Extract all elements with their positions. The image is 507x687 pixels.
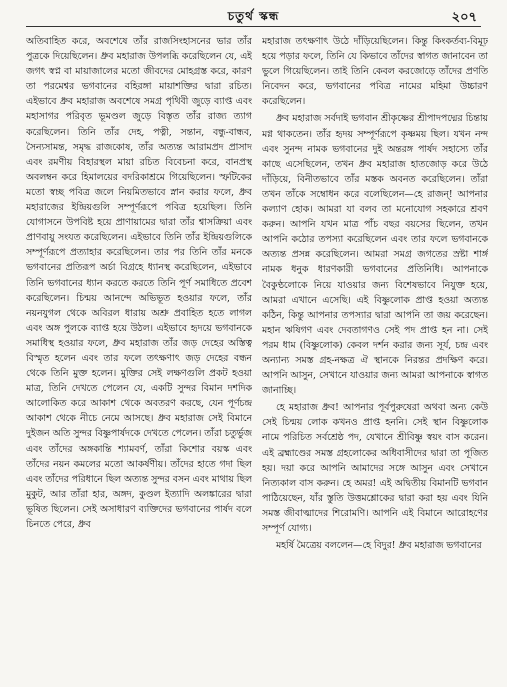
header-rule <box>26 26 481 27</box>
paragraph: মহারাজ তৎক্ষণাৎ উঠে দাঁড়িয়েছিলেন। কিন্তু কিংকর্তব্য-বিমূঢ় হয়ে পড়ার ফলে, তিনি যে কিভাবে তাঁদের স্বাগত জানাবেন তা ভুলে গিয়েছিলেন। তাই তিনি কেবল করজোড়ে তাঁদের প্রণতি নিবেদন করে, ভগবানের পবিত্র নামের মহিমা উচ্চারণ করেছিলেন। <box>262 36 488 108</box>
left-column <box>26 34 252 682</box>
running-head: চতুর্থ স্কন্ধ <box>227 9 280 23</box>
right-column <box>262 34 488 682</box>
paragraph: ধ্রুব মহারাজ সর্বদাই ভগবান শ্রীকৃষ্ণের শ্রীপাদপদ্মের চিন্তায় মগ্ন থাকতেন। তাঁর হৃদয় সম্পূর্ণরূপে কৃষ্ণময় ছিল। যখন নন্দ এবং সুনন্দ নামক ভগবানের দুই অন্তরঙ্গ পার্ষদ সহাস্যে তাঁর কাছে এসেছিলেন, তখন ধ্রুব মহারাজ হাতজোড় করে উঠে দাঁড়িয়ে, বিনীতভাবে তাঁর মস্তক অবনত করেছিলেন। তাঁরা তখন তাঁকে সম্বোধন করে বলেছিলেন—হে রাজন্‌! আপনার কল্যাণ হোক। আমরা যা বলব তা মনোযোগ সহকারে শ্রবণ করুন। আপনি যখন মাত্র পাঁচ বছর বয়সের ছিলেন, তখন আপনি কঠোর তপস্যা করেছিলেন এবং তার ফলে ভগবানকে অত্যন্ত প্রসন্ন করেছিলেন। আমরা সমগ্র জগতের স্রষ্টা শার্ঙ্গ নামক ধনুক ধারণকারী ভগবানের প্রতিনিধি। আপনাকে বৈকুণ্ঠলোকে নিয়ে যাওয়ার জন্য বিশেষভাবে নিযুক্ত হয়ে, আমরা এখানে এসেছি। এই বিষ্ণুলোক প্রাপ্ত হওয়া অত্যন্ত কঠিন, কিন্তু আপনার তপস্যার দ্বারা আপনি তা জয় করেছেন। মহান ঋষিগণ এবং দেবতাগণও সেই পদ প্রাপ্ত হন না। সেই পরম ধাম (বিষ্ণুলোক) কেবল দর্শন করার জন্য সূর্য, চন্দ্র এবং অন্যান্য সমস্ত গ্রহ-নক্ষত্র ঐ স্থানকে নিরন্তর প্রদক্ষিণ করে। আপনি আসুন, সেখানে যাওয়ার জন্য আমরা আপনাকে স্বাগত জানাচ্ছি। <box>262 113 488 397</box>
paragraph: অতিবাহিত করে, অবশেষে তাঁর রাজসিংহাসনের ভার তাঁর পুত্রকে দিয়েছিলেন। ধ্রুব মহারাজ উপলব্ধি করেছিলেন যে, এই জগৎ স্বপ্ন বা মায়াজালের মতো জীবদের মোহগ্রস্ত করে, কারণ তা পরমেশ্বর ভগবানের বহিরঙ্গা মায়াশক্তির দ্বারা রচিত। এইভাবে ধ্রুব মহারাজ অবশেষে সমগ্র পৃথিবী জুড়ে ব্যাপ্ত এবং মহাসাগর পরিবৃত ভূমণ্ডল জুড়ে বিস্তৃত তাঁর রাজ্য ত্যাগ করেছিলেন। তিনি তাঁর দেহ, পত্নী, সন্তান, বন্ধু-বান্ধব, সৈন্যসামন্ত, সমৃদ্ধ রাজকোষ, তাঁর অত্যন্ত আরামপ্রদ প্রাসাদ এবং রমণীয় বিহারস্থল মায়া রচিত বিবেচনা করে, বানপ্রস্থ অবলম্বন করে হিমালয়ের বদরিকাশ্রমে গিয়েছিলেন। স্ফটিকের মতো স্বচ্ছ পবিত্র জলে নিয়মিতভাবে স্নান করার ফলে, ধ্রুব মহারাজের ইন্দ্রিয়গুলি সম্পূর্ণরূপে পবিত্র হয়েছিল। তিনি যোগাসনে উপবিষ্ট হয়ে প্রাণায়ামের দ্বারা তাঁর শ্বাসক্রিয়া এবং প্রাণবায়ু সংযত করেছিলেন। এইভাবে তিনি তাঁর ইন্দ্রিয়গুলিকে সম্পূর্ণরূপে প্রত্যাহার করেছিলেন। তার পর তিনি তাঁর মনকে ভগবানের প্রতিরূপ অর্চা বিগ্রহে ধ্যানস্থ করেছিলেন, এইভাবে তিনি ভগবানের ধ্যান করতে করতে তিনি পূর্ণ সমাধিতে প্রবেশ করেছিলেন। চিন্ময় আনন্দে অভিভূত হওয়ার ফলে, তাঁর নয়নযুগল থেকে অবিরল ধারায় অশ্রু প্রবাহিত হতে লাগল এবং অঙ্গ পুলকে ব্যাপ্ত হয়ে উঠল। এইভাবে হৃদয়ে ভগবানকে সমাধিস্থ হওয়ার ফলে, ধ্রুব মহারাজ তাঁর জড় দেহের অস্তিত্ব বিস্মৃত হলেন এবং তার ফলে তৎক্ষণাৎ জড় দেহের বন্ধন থেকে তিনি মুক্ত হলেন। মুক্তির সেই লক্ষণগুলি প্রকট হওয়া মাত্র, তিনি দেখতে পেলেন যে, একটি সুন্দর বিমান দশদিক আলোকিত করে আকাশ থেকে অবতরণ করছে, যেন পূর্ণচন্দ্র আকাশ থেকে নীচে নেমে আসছে। ধ্রুব মহারাজ সেই বিমানে দুইজন অতি সুন্দর বিষ্ণুপার্ষদকে দেখতে পেলেন। তাঁরা চতুর্ভুজ এবং তাঁদের অঙ্গকান্তি শ্যামবর্ণ, তাঁরা কিশোর বয়স্ক এবং তাঁদের নয়ন কমলের মতো আকর্ষণীয়। তাঁদের হাতে গদা ছিল এবং তাঁদের পরিধানে ছিল অত্যন্ত সুন্দর বসন এবং মাথায় ছিল মুকুট, আর তাঁরা হার, অঙ্গদ, কুণ্ডল ইত্যাদি অলঙ্কারের দ্বারা ভূষিত ছিলেন। সেই অসাধারণ ব্যক্তিদের ভগবানের পার্ষদ বলে চিনতে পেরে, ধ্রুব <box>26 36 252 530</box>
paragraph: হে মহারাজ ধ্রুব! আপনার পূর্বপুরুষেরা অথবা অন্য কেউ সেই চিন্ময় লোক কখনও প্রাপ্ত হননি। সেই স্থান বিষ্ণুলোক নামে পরিচিত সর্বশ্রেষ্ঠ পদ, যেখানে শ্রীবিষ্ণু স্বয়ং বাস করেন। এই ব্রহ্মাণ্ডের সমস্ত গ্রহলোকের অধিবাসীদের দ্বারা তা পূজিত হয়। দয়া করে আপনি আমাদের সঙ্গে আসুন এবং সেখানে নিত্যকাল বাস করুন। হে অমর! এই অদ্বিতীয় বিমানটি ভগবান পাঠিয়েছেন, যাঁর স্তুতি উত্তমশ্লোকের দ্বারা করা হয় এবং যিনি সমস্ত জীবাত্মাদের শিরোমণি। আপনি এই বিমানে আরোহণের সম্পূর্ণ যোগ্য। <box>262 402 488 534</box>
paragraph: মহর্ষি মৈত্রেয় বললেন—হে বিদুর! ধ্রুব মহারাজ ভগবানের <box>276 540 482 552</box>
page-header <box>0 6 507 28</box>
page-number: ২০৭ <box>451 10 477 25</box>
